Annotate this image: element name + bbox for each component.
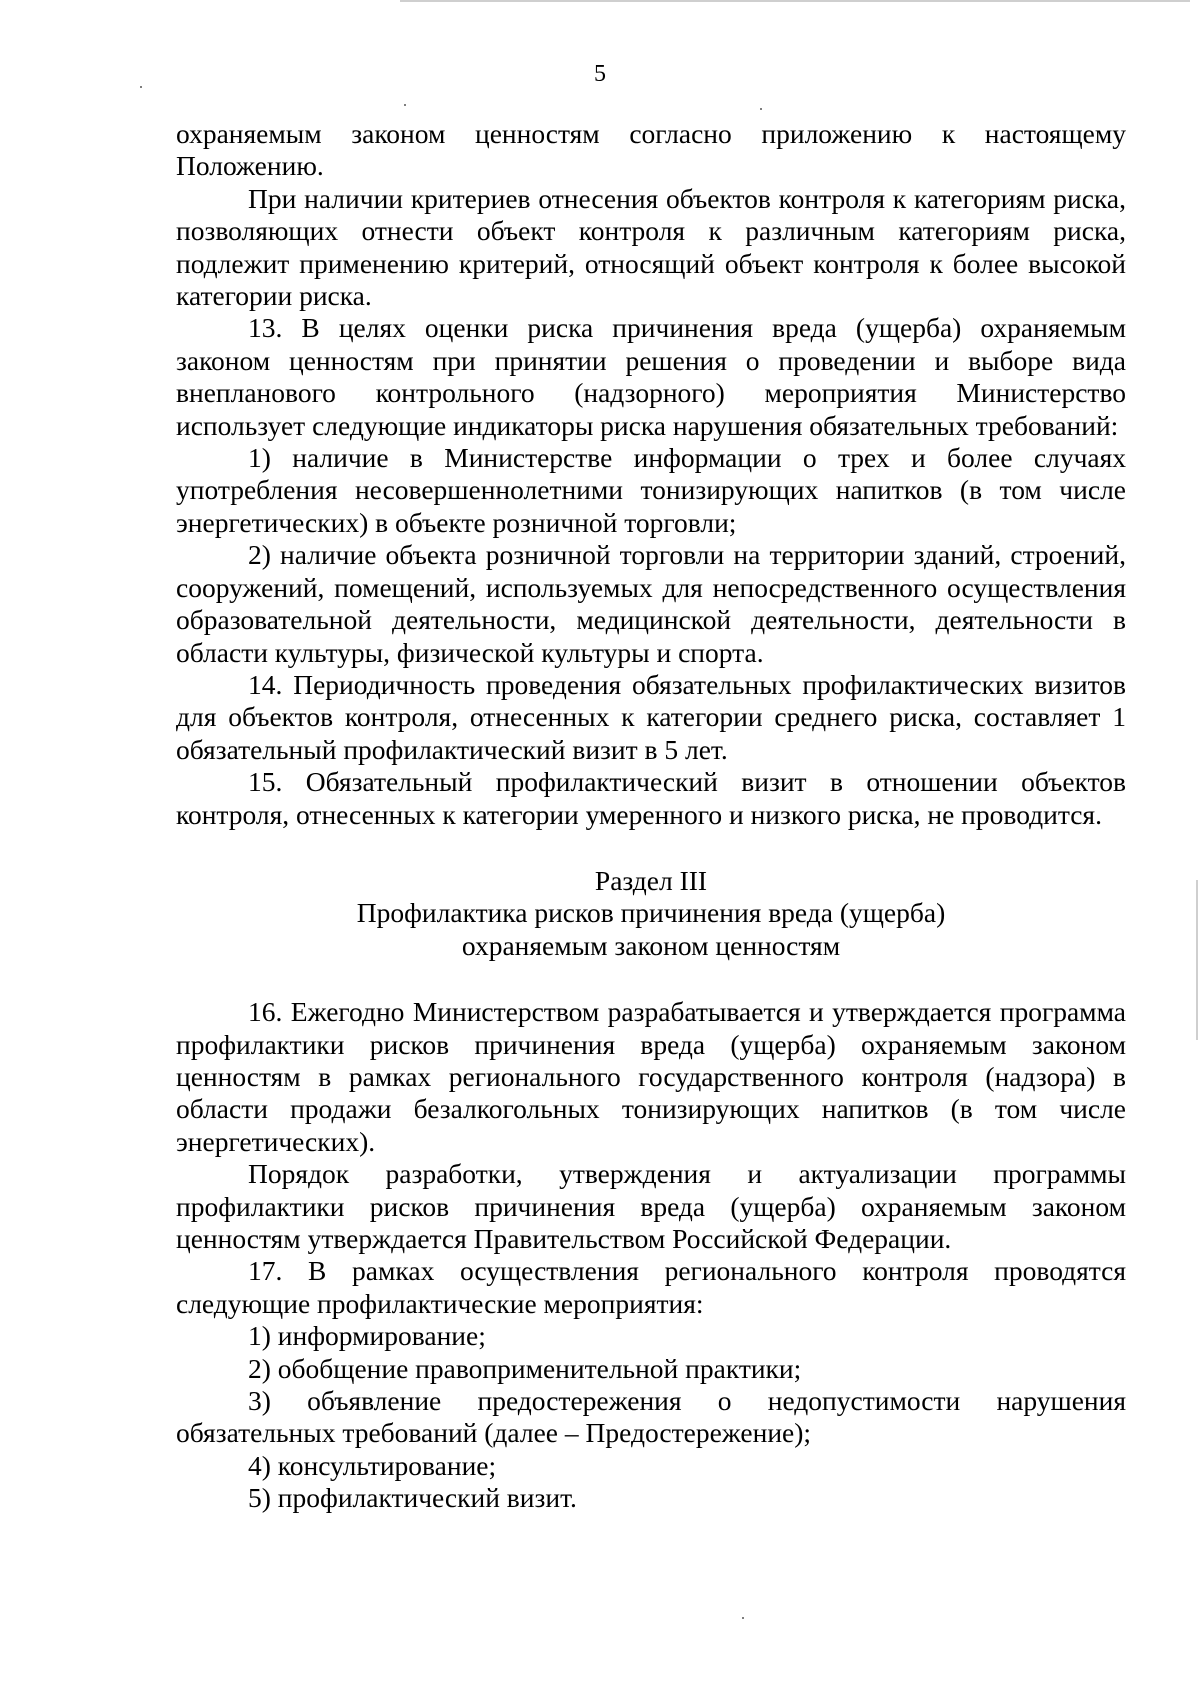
paragraph: 2) обобщение правоприменительной практики; bbox=[248, 1352, 802, 1384]
section-title-line-1: Профилактика рисков причинения вреда (ущерба) bbox=[356, 897, 946, 929]
scan-speck bbox=[742, 1617, 744, 1619]
paragraph: Порядок разработки, утверждения и актуализации программы профилактики рисков причинения вреда (ущерба) охраняемым законом ценностям утверждается Правительством Российской Федерации. bbox=[176, 1158, 1126, 1254]
paragraph: При наличии критериев отнесения объектов контроля к категориям риска, позволяющих отнести объект контроля к различным категориям риска, подлежит применению критерий, относящий объект контроля к более высокой категории риска. bbox=[176, 182, 1126, 312]
section-heading bbox=[176, 865, 1126, 962]
paragraph: 17. В рамках осуществления регионального контроля проводятся следующие профилактические мероприятия: bbox=[176, 1255, 1126, 1319]
scan-speck bbox=[760, 108, 762, 110]
paragraphs-after-section bbox=[176, 996, 1126, 1515]
paragraph: 16. Ежегодно Министерством разрабатывается и утверждается программа профилактики рисков причинения вреда (ущерба) охраняемым законом ценностям в рамках регионального государственного контроля (надзора) в области продажи безалкогольных тонизирующих напитков (в том числе энергетических). bbox=[176, 996, 1126, 1157]
paragraphs-before-section bbox=[176, 118, 1126, 831]
scan-edge-right bbox=[1196, 880, 1198, 1040]
scan-speck bbox=[404, 104, 406, 106]
paragraph: 3) объявление предостережения о недопустимости нарушения обязательных требований (далее – Предостережение); bbox=[176, 1385, 1126, 1449]
paragraph: охраняемым законом ценностям согласно приложению к настоящему Положению. bbox=[176, 118, 1126, 182]
section-number: Раздел III bbox=[594, 864, 708, 896]
paragraph: 1) информирование; bbox=[248, 1320, 486, 1352]
paragraph: 13. В целях оценки риска причинения вреда (ущерба) охраняемым законом ценностям при принятии решения о проведении и выборе вида внепланового контрольного (надзорного) мероприятия Министерство использует следующие индикаторы риска нарушения обязательных требований: bbox=[176, 312, 1126, 441]
paragraph: 14. Периодичность проведения обязательных профилактических визитов для объектов контроля, отнесенных к категории среднего риска, составляет 1 обязательный профилактический визит в 5 лет. bbox=[176, 668, 1126, 765]
paragraph: 4) консультирование; bbox=[248, 1449, 497, 1481]
scan-edge-top bbox=[400, 0, 1190, 2]
document-body bbox=[176, 118, 1126, 1515]
paragraph: 15. Обязательный профилактический визит в отношении объектов контроля, отнесенных к категории умеренного и низкого риска, не проводится. bbox=[176, 766, 1126, 830]
paragraph: 5) профилактический визит. bbox=[248, 1482, 577, 1514]
page-number: 5 bbox=[594, 61, 606, 87]
paragraph: 1) наличие в Министерстве информации о трех и более случаях употребления несовершеннолетними тонизирующих напитков (в том числе энергетических) в объекте розничной торговли; bbox=[176, 442, 1126, 538]
paragraph: 2) наличие объекта розничной торговли на территории зданий, строений, сооружений, помещений, используемых для непосредственного осуществления образовательной деятельности, медицинской деятельности, деятельности в области культуры, физической культуры и спорта. bbox=[176, 539, 1126, 668]
section-title-line-2: охраняемым законом ценностям bbox=[461, 929, 841, 961]
